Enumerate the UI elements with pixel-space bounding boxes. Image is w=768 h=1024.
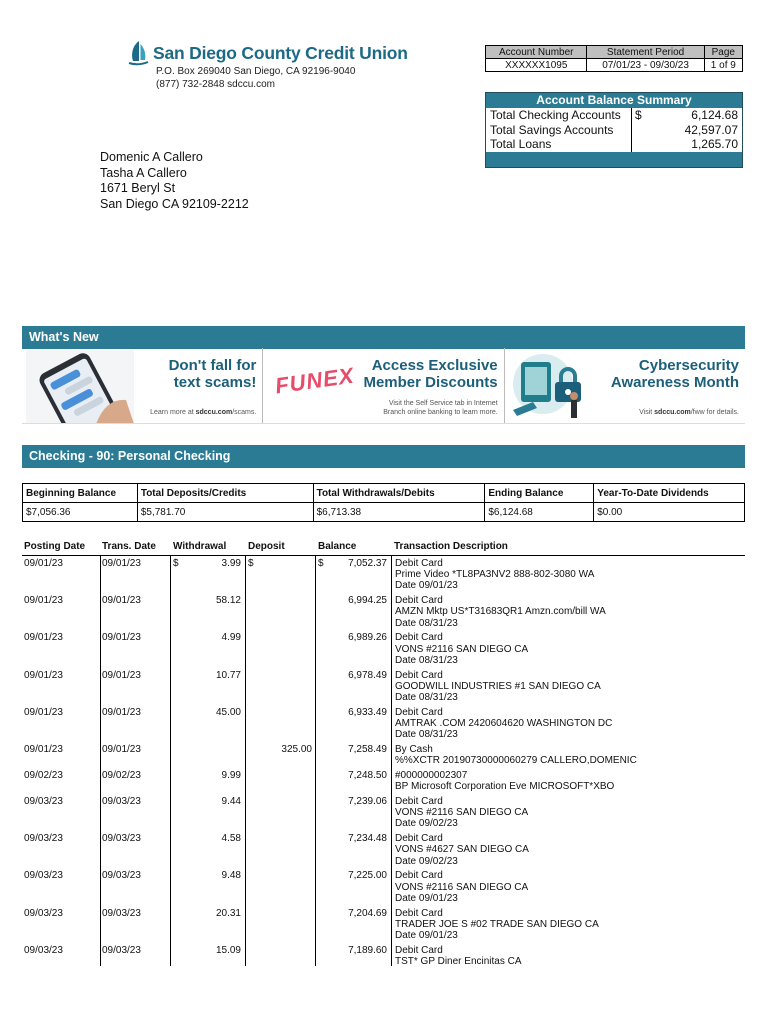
trans-date: 09/02/23 bbox=[102, 769, 141, 781]
col-trans-date: Trans. Date bbox=[102, 541, 156, 552]
currency-symbol: $ bbox=[173, 558, 179, 569]
account-balance-summary bbox=[485, 92, 743, 168]
withdrawal-amount: 20.31 bbox=[215, 907, 241, 919]
ending-balance-value: $6,124.68 bbox=[485, 503, 594, 522]
transaction-description: Debit Card TRADER JOE S #02 TRADE SAN DIEGO CA Date 09/01/23 bbox=[395, 907, 599, 941]
trans-date: 09/01/23 bbox=[102, 706, 141, 718]
withdrawal-amount: 4.99 bbox=[221, 632, 241, 644]
statement-period-value: 07/01/23 - 09/30/23 bbox=[587, 59, 704, 72]
balance-amount: 6,989.26 bbox=[348, 632, 387, 644]
col-balance: Balance bbox=[318, 541, 357, 552]
withdrawal-amount: 10.77 bbox=[215, 669, 241, 681]
withdrawal-amount: 3.99 bbox=[221, 558, 241, 569]
balance-amount: 7,204.69 bbox=[348, 907, 387, 919]
transaction-row bbox=[22, 831, 745, 868]
total-withdrawals-value: $6,713.38 bbox=[313, 503, 485, 522]
promo-cybersecurity[interactable] bbox=[505, 348, 745, 423]
col-posting-date: Posting Date bbox=[24, 541, 86, 552]
checking-summary-table bbox=[22, 483, 745, 522]
trans-date: 09/01/23 bbox=[102, 669, 141, 681]
transaction-description: Debit Card VONS #2116 SAN DIEGO CA Date 09/01/23 bbox=[395, 870, 529, 904]
withdrawal-amount: 58.12 bbox=[215, 595, 241, 607]
balance-amount: 7,258.49 bbox=[348, 743, 387, 755]
transaction-row bbox=[22, 943, 745, 969]
promo-funex[interactable] bbox=[263, 348, 504, 423]
transaction-row bbox=[22, 868, 745, 905]
funex-logo: FUNEX bbox=[273, 362, 357, 399]
trans-date: 09/03/23 bbox=[102, 795, 141, 807]
promo-2-subtext: Visit the Self Service tab in Internet Branch online banking to learn more. bbox=[383, 400, 498, 416]
posting-date: 09/01/23 bbox=[24, 743, 63, 755]
page-header: Page bbox=[704, 46, 742, 59]
ytd-dividends-value: $0.00 bbox=[594, 503, 745, 522]
promo-3-subtext: Visit sdccu.com/fww for details. bbox=[639, 408, 739, 416]
posting-date: 09/01/23 bbox=[24, 632, 63, 644]
whats-new-banner bbox=[22, 348, 745, 424]
posting-date: 09/03/23 bbox=[24, 944, 63, 956]
currency-symbol: $ bbox=[248, 558, 254, 569]
transaction-row bbox=[22, 742, 745, 768]
balance-amount: 7,052.37 bbox=[348, 558, 387, 569]
account-info-table bbox=[485, 45, 743, 72]
statement-period-header: Statement Period bbox=[587, 46, 704, 59]
beginning-balance-value: $7,056.36 bbox=[23, 503, 138, 522]
posting-date: 09/03/23 bbox=[24, 907, 63, 919]
transaction-row bbox=[22, 768, 745, 794]
balance-amount: 7,248.50 bbox=[348, 769, 387, 781]
trans-date: 09/03/23 bbox=[102, 907, 141, 919]
page-value: 1 of 9 bbox=[704, 59, 742, 72]
recipient-name-2: Tasha A Callero bbox=[100, 165, 187, 180]
transaction-row bbox=[22, 630, 745, 667]
balance-summary-footer bbox=[486, 152, 742, 167]
balance-amount: 6,933.49 bbox=[348, 706, 387, 718]
col-deposit: Deposit bbox=[248, 541, 285, 552]
recipient-city: San Diego CA 92109-2212 bbox=[100, 196, 249, 211]
checking-section-bar: Checking - 90: Personal Checking bbox=[22, 445, 745, 468]
transaction-description: Debit Card VONS #2116 SAN DIEGO CA Date 08/31/23 bbox=[395, 632, 529, 666]
bank-logo bbox=[126, 40, 408, 66]
transactions-header bbox=[22, 540, 745, 556]
total-withdrawals-header: Total Withdrawals/Debits bbox=[313, 484, 485, 503]
balance-amount: 6,978.49 bbox=[348, 669, 387, 681]
withdrawal-amount: 9.99 bbox=[221, 769, 241, 781]
balance-amount: 7,239.06 bbox=[348, 795, 387, 807]
recipient-name-1: Domenic A Callero bbox=[100, 150, 203, 164]
trans-date: 09/03/23 bbox=[102, 833, 141, 845]
trans-date: 09/03/23 bbox=[102, 944, 141, 956]
transaction-row bbox=[22, 906, 745, 943]
transaction-description: Debit Card AMZN Mktp US*T31683QR1 Amzn.com/bill WA Date 08/31/23 bbox=[395, 595, 606, 629]
trans-date: 09/01/23 bbox=[102, 595, 141, 607]
withdrawal-amount: 4.58 bbox=[221, 833, 241, 845]
posting-date: 09/03/23 bbox=[24, 833, 63, 845]
balance-row-savings: Total Savings Accounts 42,597.07 bbox=[486, 123, 742, 138]
transaction-row bbox=[22, 668, 745, 705]
ending-balance-header: Ending Balance bbox=[485, 484, 594, 503]
account-number-header: Account Number bbox=[486, 46, 587, 59]
promo-1-subtext: Learn more at sdccu.com/scams. bbox=[150, 408, 257, 416]
sail-logo-icon bbox=[126, 40, 150, 66]
deposit-amount: 325.00 bbox=[281, 743, 312, 755]
posting-date: 09/03/23 bbox=[24, 870, 63, 882]
withdrawal-amount: 9.44 bbox=[221, 795, 241, 807]
posting-date: 09/01/23 bbox=[24, 595, 63, 607]
whats-new-bar: What's New bbox=[22, 326, 745, 349]
cybersecurity-lock-icon bbox=[507, 350, 593, 422]
transaction-row bbox=[22, 705, 745, 742]
currency-symbol: $ bbox=[318, 558, 324, 569]
trans-date: 09/03/23 bbox=[102, 870, 141, 882]
withdrawal-amount: 15.09 bbox=[215, 944, 241, 956]
transaction-description: #000000002307 BP Microsoft Corporation Eve MICROSOFT*XBO bbox=[395, 769, 615, 793]
balance-row-checking: Total Checking Accounts $ 6,124.68 bbox=[486, 108, 742, 123]
promo-2-title: Access Exclusive Member Discounts bbox=[363, 357, 498, 391]
transaction-description: Debit Card VONS #2116 SAN DIEGO CA Date 09/02/23 bbox=[395, 795, 529, 830]
posting-date: 09/01/23 bbox=[24, 558, 63, 569]
col-description: Transaction Description bbox=[394, 541, 508, 552]
recipient-street: 1671 Beryl St bbox=[100, 181, 176, 195]
bank-name: San Diego County Credit Union bbox=[153, 42, 408, 63]
posting-date: 09/01/23 bbox=[24, 669, 63, 681]
balance-amount: 7,234.48 bbox=[348, 833, 387, 845]
total-deposits-value: $5,781.70 bbox=[137, 503, 313, 522]
ytd-dividends-header: Year-To-Date Dividends bbox=[594, 484, 745, 503]
recipient-address bbox=[100, 150, 249, 212]
transaction-description: By Cash %%XCTR 20190730000060279 CALLERO,DOMENIC bbox=[395, 743, 637, 767]
promo-1-title: Don't fall for text scams! bbox=[168, 357, 257, 391]
posting-date: 09/01/23 bbox=[24, 706, 63, 718]
balance-amount: 7,225.00 bbox=[348, 870, 387, 882]
account-number-value: XXXXXX1095 bbox=[486, 59, 587, 72]
balance-amount: 7,189.60 bbox=[348, 944, 387, 956]
transaction-description: Debit Card AMTRAK .COM 2420604620 WASHINGTON DC Date 08/31/23 bbox=[395, 706, 613, 741]
withdrawal-amount: 9.48 bbox=[221, 870, 241, 882]
transaction-description: Debit Card GOODWILL INDUSTRIES #1 SAN DIEGO CA Date 08/31/23 bbox=[395, 669, 601, 703]
col-withdrawal: Withdrawal bbox=[173, 541, 227, 552]
beginning-balance-header: Beginning Balance bbox=[23, 484, 138, 503]
transactions-list bbox=[22, 556, 745, 969]
balance-row-loans: Total Loans 1,265.70 bbox=[486, 137, 742, 152]
phone-hand-icon bbox=[26, 350, 134, 423]
bank-address: P.O. Box 269040 San Diego, CA 92196-9040 (877) 732-2848 sdccu.com bbox=[156, 66, 356, 90]
balance-amount: 6,994.25 bbox=[348, 595, 387, 607]
transaction-description: Debit Card VONS #4627 SAN DIEGO CA Date 09/02/23 bbox=[395, 833, 529, 867]
trans-date: 09/01/23 bbox=[102, 558, 141, 569]
posting-date: 09/03/23 bbox=[24, 795, 63, 807]
trans-date: 09/01/23 bbox=[102, 632, 141, 644]
trans-date: 09/01/23 bbox=[102, 743, 141, 755]
promo-3-title: Cybersecurity Awareness Month bbox=[610, 357, 739, 391]
transaction-description: Debit Card Prime Video *TL8PA3NV2 888-802-3080 WA Date 09/01/23 bbox=[395, 558, 595, 592]
withdrawal-amount: 45.00 bbox=[215, 706, 241, 718]
transaction-row bbox=[22, 794, 745, 831]
transaction-row bbox=[22, 556, 745, 593]
transaction-row bbox=[22, 593, 745, 630]
total-deposits-header: Total Deposits/Credits bbox=[137, 484, 313, 503]
promo-text-scams[interactable] bbox=[22, 348, 263, 423]
transaction-description: Debit Card TST* GP Diner Encinitas CA bbox=[395, 944, 522, 967]
posting-date: 09/02/23 bbox=[24, 769, 63, 781]
balance-summary-title: Account Balance Summary bbox=[486, 93, 742, 108]
